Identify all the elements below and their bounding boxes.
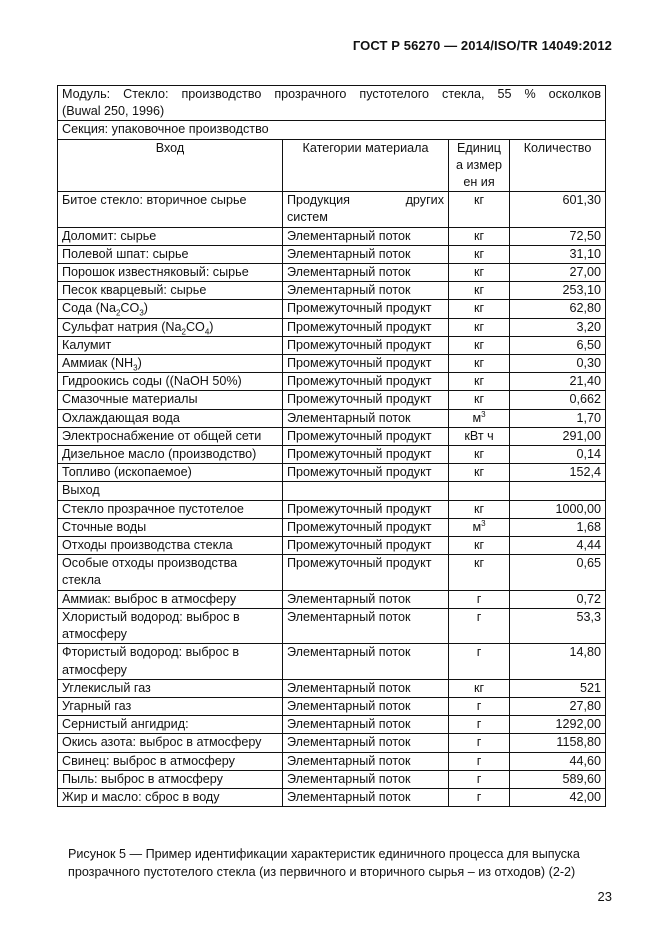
material-name-cell: Электроснабжение от общей сети bbox=[58, 427, 283, 445]
category-line-2: систем bbox=[287, 210, 328, 225]
material-category-cell: Элементарный поток bbox=[283, 245, 449, 263]
material-category-cell: Промежуточный продукт bbox=[283, 318, 449, 336]
section-row bbox=[58, 121, 606, 139]
input-row bbox=[58, 427, 606, 445]
material-name-cell: Сернистый ангидрид: bbox=[58, 716, 283, 734]
document-header: ГОСТ Р 56270 — 2014/ISO/TR 14049:2012 bbox=[352, 38, 612, 53]
quantity-cell: 0,72 bbox=[510, 590, 606, 608]
input-row bbox=[58, 300, 606, 318]
column-header-row bbox=[58, 139, 606, 192]
material-name-cell: Полевой шпат: сырье bbox=[58, 245, 283, 263]
unit-cell: кг bbox=[449, 282, 510, 300]
unit-cell: $м^3$ bbox=[449, 518, 510, 536]
unit-cell: кг bbox=[449, 500, 510, 518]
output-row bbox=[58, 697, 606, 715]
output-row bbox=[58, 752, 606, 770]
material-name-cell: Битое стекло: вторичное сырье bbox=[58, 192, 283, 227]
quantity-cell: 1,68 bbox=[510, 518, 606, 536]
input-row bbox=[58, 245, 606, 263]
unit-cell: г bbox=[449, 770, 510, 788]
material-category-cell: Промежуточный продукт bbox=[283, 391, 449, 409]
unit-cell: г bbox=[449, 734, 510, 752]
page-number: 23 bbox=[597, 889, 612, 904]
figure-caption-line-1: Рисунок 5 — Пример идентификации характеристик единичного процесса для выпуска bbox=[68, 847, 580, 861]
material-category-cell: Элементарный поток bbox=[283, 644, 449, 679]
material-category-cell: Элементарный поток bbox=[283, 770, 449, 788]
output-row bbox=[58, 644, 606, 679]
unit-cell: г bbox=[449, 608, 510, 643]
input-row bbox=[58, 336, 606, 354]
input-row bbox=[58, 192, 606, 227]
material-name-cell: Сточные воды bbox=[58, 518, 283, 536]
input-row bbox=[58, 464, 606, 482]
material-category-cell: Элементарный поток bbox=[283, 752, 449, 770]
quantity-cell: 6,50 bbox=[510, 336, 606, 354]
quantity-cell: 521 bbox=[510, 679, 606, 697]
quantity-cell: 1292,00 bbox=[510, 716, 606, 734]
quantity-cell: 253,10 bbox=[510, 282, 606, 300]
unit-cell: г bbox=[449, 590, 510, 608]
category-line-1: Продукция других bbox=[287, 193, 444, 208]
output-row bbox=[58, 716, 606, 734]
quantity-cell: 14,80 bbox=[510, 644, 606, 679]
unit-cell: кг bbox=[449, 679, 510, 697]
unit-cell: кг bbox=[449, 355, 510, 373]
unit-cell: кг bbox=[449, 300, 510, 318]
module-line-1: Модуль: Стекло: производство прозрачного пустотелого стекла, 55 % осколков bbox=[62, 87, 602, 101]
material-name-cell: Фтористый водород: выброс в атмосферу bbox=[58, 644, 283, 679]
material-category-cell: Промежуточный продукт bbox=[283, 537, 449, 555]
material-name-cell: Сода $(Na_2CO_3)$ bbox=[58, 300, 283, 318]
material-name-cell: Свинец: выброс в атмосферу bbox=[58, 752, 283, 770]
output-row bbox=[58, 518, 606, 536]
material-name-cell: Жир и масло: сброс в воду bbox=[58, 788, 283, 806]
material-name-cell: Гидроокись соды ((NaOH 50%) bbox=[58, 373, 283, 391]
process-table-body bbox=[58, 86, 606, 807]
material-category-cell: Элементарный поток bbox=[283, 716, 449, 734]
material-name-cell: Аммиак $(NH_3)$ bbox=[58, 355, 283, 373]
material-name-cell: Песок кварцевый: сырье bbox=[58, 282, 283, 300]
quantity-cell: 31,10 bbox=[510, 245, 606, 263]
unit-cell: кг bbox=[449, 264, 510, 282]
quantity-cell: 27,80 bbox=[510, 697, 606, 715]
unit-cell: г bbox=[449, 644, 510, 679]
material-category-cell: Элементарный поток bbox=[283, 409, 449, 427]
material-category-cell: Элементарный поток bbox=[283, 788, 449, 806]
material-category-cell: Промежуточный продукт bbox=[283, 355, 449, 373]
input-row bbox=[58, 227, 606, 245]
material-category-cell: Промежуточный продукт bbox=[283, 555, 449, 590]
column-header-unit-text: Единица измерен ия bbox=[456, 140, 502, 190]
output-row bbox=[58, 608, 606, 643]
module-line-2: (Buwal 250, 1996) bbox=[62, 104, 165, 119]
output-section-label: Выход bbox=[58, 482, 283, 500]
material-category-cell: Промежуточный продукт bbox=[283, 518, 449, 536]
material-name-cell: Дизельное масло (производство) bbox=[58, 446, 283, 464]
quantity-cell: 152,4 bbox=[510, 464, 606, 482]
material-name-cell: Калумит bbox=[58, 336, 283, 354]
input-row bbox=[58, 391, 606, 409]
unit-cell: кг bbox=[449, 555, 510, 590]
quantity-cell: 44,60 bbox=[510, 752, 606, 770]
unit-cell: кг bbox=[449, 373, 510, 391]
quantity-cell: 42,00 bbox=[510, 788, 606, 806]
material-category-cell: Элементарный поток bbox=[283, 679, 449, 697]
quantity-cell: 4,44 bbox=[510, 537, 606, 555]
quantity-cell: 0,662 bbox=[510, 391, 606, 409]
output-row bbox=[58, 590, 606, 608]
material-category-cell: Элементарный поток bbox=[283, 697, 449, 715]
material-name-cell: Охлаждающая вода bbox=[58, 409, 283, 427]
input-row bbox=[58, 355, 606, 373]
input-row bbox=[58, 373, 606, 391]
material-category-cell: Промежуточный продукт bbox=[283, 500, 449, 518]
column-header-category: Категории материала bbox=[283, 139, 449, 192]
material-name-cell: Доломит: сырье bbox=[58, 227, 283, 245]
quantity-cell: 589,60 bbox=[510, 770, 606, 788]
column-header-quantity: Количество bbox=[510, 139, 606, 192]
output-row bbox=[58, 770, 606, 788]
unit-cell: кг bbox=[449, 192, 510, 227]
material-category-cell: Элементарный поток bbox=[283, 282, 449, 300]
material-category-cell: Промежуточный продукт bbox=[283, 336, 449, 354]
material-category-cell: Элементарный поток bbox=[283, 227, 449, 245]
output-row bbox=[58, 734, 606, 752]
quantity-cell: 1,70 bbox=[510, 409, 606, 427]
figure-caption bbox=[68, 846, 613, 881]
input-row bbox=[58, 446, 606, 464]
unit-cell: кг bbox=[449, 391, 510, 409]
material-category-cell: Промежуточный продукт bbox=[283, 464, 449, 482]
quantity-cell: 62,80 bbox=[510, 300, 606, 318]
section-cell: Секция: упаковочное производство bbox=[58, 121, 606, 139]
material-category-cell: Промежуточный продукт bbox=[283, 427, 449, 445]
material-category-cell: Элементарный поток bbox=[283, 734, 449, 752]
quantity-cell: 3,20 bbox=[510, 318, 606, 336]
empty-cell bbox=[283, 482, 449, 500]
output-row bbox=[58, 788, 606, 806]
material-name-cell: Особые отходы производства стекла bbox=[58, 555, 283, 590]
output-row bbox=[58, 537, 606, 555]
output-section-row bbox=[58, 482, 606, 500]
material-name-cell: Сульфат натрия $(Na_2CO_4)$ bbox=[58, 318, 283, 336]
material-category-cell: Элементарный поток bbox=[283, 590, 449, 608]
unit-cell: кг bbox=[449, 245, 510, 263]
input-row bbox=[58, 409, 606, 427]
material-name-cell: Отходы производства стекла bbox=[58, 537, 283, 555]
material-name-cell: Хлористый водород: выброс в атмосферу bbox=[58, 608, 283, 643]
material-name-cell: Аммиак: выброс в атмосферу bbox=[58, 590, 283, 608]
unit-cell: кг bbox=[449, 464, 510, 482]
input-row bbox=[58, 282, 606, 300]
material-name-cell: Стекло прозрачное пустотелое bbox=[58, 500, 283, 518]
quantity-cell: 1158,80 bbox=[510, 734, 606, 752]
quantity-cell: 53,3 bbox=[510, 608, 606, 643]
quantity-cell: 0,30 bbox=[510, 355, 606, 373]
unit-cell: кВт ч bbox=[449, 427, 510, 445]
unit-cell: г bbox=[449, 752, 510, 770]
quantity-cell: 0,14 bbox=[510, 446, 606, 464]
quantity-cell: 27,00 bbox=[510, 264, 606, 282]
material-category-cell: Промежуточный продукт bbox=[283, 446, 449, 464]
material-name-cell: Окись азота: выброс в атмосферу bbox=[58, 734, 283, 752]
unit-cell: кг bbox=[449, 336, 510, 354]
unit-cell: г bbox=[449, 788, 510, 806]
empty-cell bbox=[510, 482, 606, 500]
material-category-cell: Элементарный поток bbox=[283, 608, 449, 643]
quantity-cell: 21,40 bbox=[510, 373, 606, 391]
module-cell bbox=[58, 86, 606, 121]
empty-cell bbox=[449, 482, 510, 500]
material-category-cell: Промежуточный продукт bbox=[283, 373, 449, 391]
quantity-cell: 1000,00 bbox=[510, 500, 606, 518]
process-table bbox=[57, 85, 606, 807]
unit-cell: кг bbox=[449, 227, 510, 245]
unit-cell: кг bbox=[449, 318, 510, 336]
unit-cell: г bbox=[449, 697, 510, 715]
quantity-cell: 291,00 bbox=[510, 427, 606, 445]
material-name-cell: Углекислый газ bbox=[58, 679, 283, 697]
unit-cell: кг bbox=[449, 537, 510, 555]
material-category-cell bbox=[283, 192, 449, 227]
material-name-cell: Угарный газ bbox=[58, 697, 283, 715]
quantity-cell: 601,30 bbox=[510, 192, 606, 227]
material-name-cell: Топливо (ископаемое) bbox=[58, 464, 283, 482]
input-row bbox=[58, 318, 606, 336]
input-row bbox=[58, 264, 606, 282]
output-row bbox=[58, 500, 606, 518]
output-row bbox=[58, 679, 606, 697]
column-header-unit bbox=[449, 139, 510, 192]
material-category-cell: Элементарный поток bbox=[283, 264, 449, 282]
column-header-input: Вход bbox=[58, 139, 283, 192]
module-row bbox=[58, 86, 606, 121]
quantity-cell: 0,65 bbox=[510, 555, 606, 590]
material-name-cell: Пыль: выброс в атмосферу bbox=[58, 770, 283, 788]
quantity-cell: 72,50 bbox=[510, 227, 606, 245]
material-category-cell: Промежуточный продукт bbox=[283, 300, 449, 318]
unit-cell: кг bbox=[449, 446, 510, 464]
figure-caption-line-2: прозрачного пустотелого стекла (из первичного и вторичного сырья – из отходов) (2-2) bbox=[68, 864, 576, 879]
unit-cell: г bbox=[449, 716, 510, 734]
unit-cell: $м^3$ bbox=[449, 409, 510, 427]
material-name-cell: Порошок известняковый: сырье bbox=[58, 264, 283, 282]
material-name-cell: Смазочные материалы bbox=[58, 391, 283, 409]
output-row bbox=[58, 555, 606, 590]
